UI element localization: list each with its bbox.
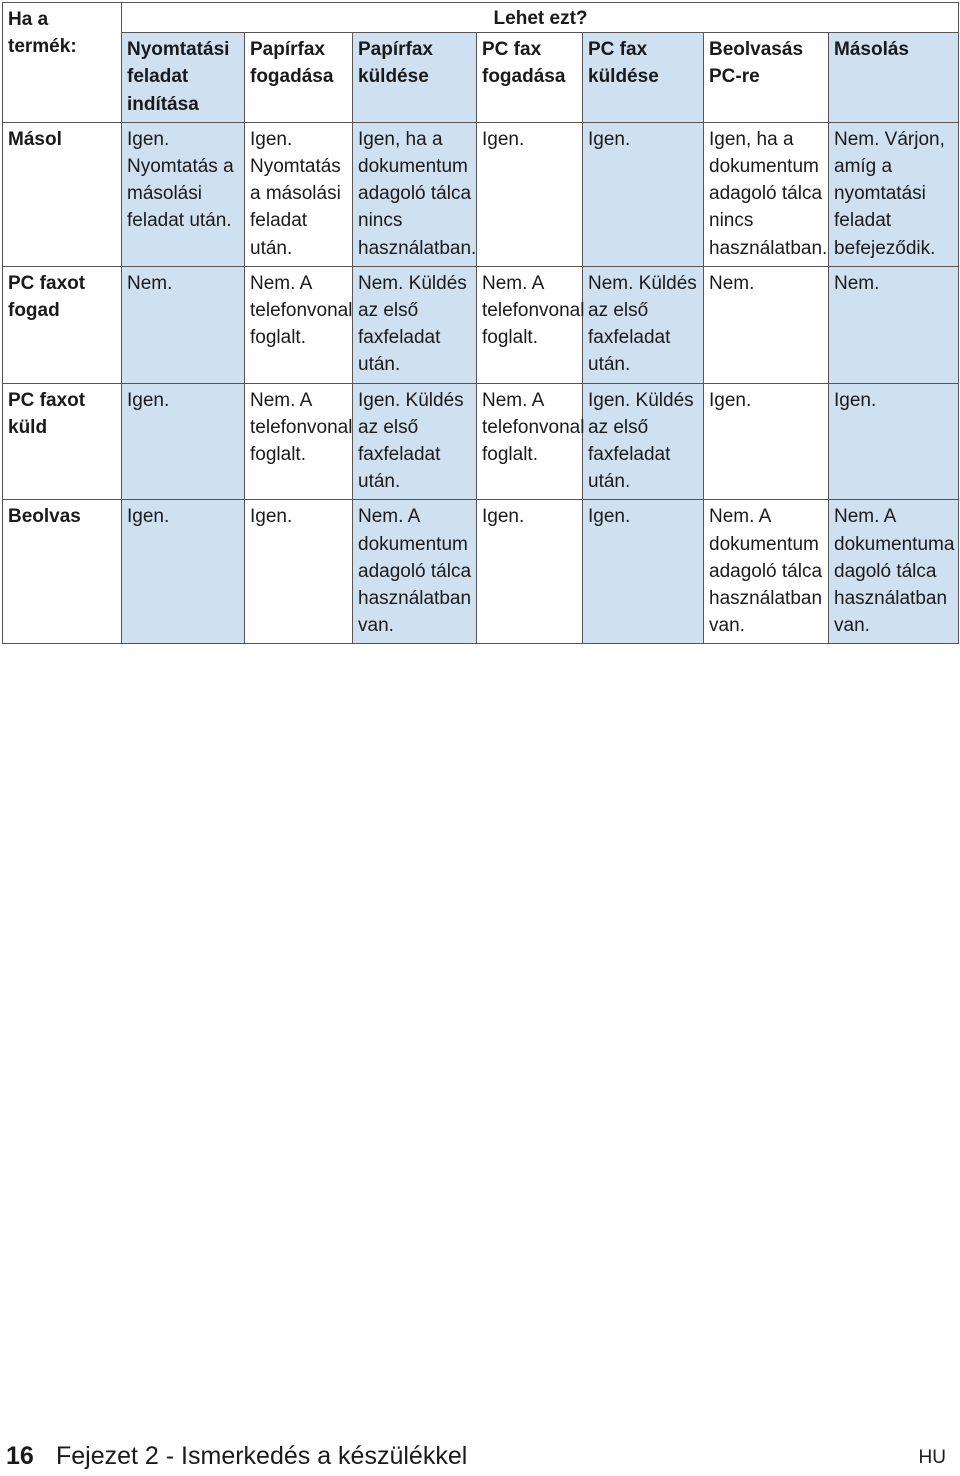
col-header-pc-fax-receive: PC fax fogadása <box>477 33 583 123</box>
page-number: 16 <box>6 1442 34 1470</box>
compatibility-table <box>2 2 959 644</box>
col-header-paper-fax-send: Papírfax küldése <box>353 33 477 123</box>
col-header-paper-fax-receive: Papírfax fogadása <box>245 33 353 123</box>
table-cell: Nem. A dokumentuma dagoló tálca használatban van. <box>829 500 959 644</box>
table-cell: Igen. <box>122 383 245 500</box>
table-cell: Nem. <box>122 266 245 383</box>
table-cell: Nem. A dokumentum adagoló tálca használatban van. <box>704 500 829 644</box>
super-header: Lehet ezt? <box>122 3 959 33</box>
table-row <box>3 122 959 266</box>
table-cell: Igen. <box>477 500 583 644</box>
table-cell: Nem. A telefonvonal foglalt. <box>245 266 353 383</box>
table-cell: Igen. Küldés az első faxfeladat után. <box>583 383 704 500</box>
col-header-pc-fax-send: PC fax küldése <box>583 33 704 123</box>
row-label: Másol <box>3 122 122 266</box>
table-cell: Nem. A telefonvonal foglalt. <box>477 383 583 500</box>
table-cell: Igen. <box>829 383 959 500</box>
row-label: PC faxot küld <box>3 383 122 500</box>
table-cell: Nem. Várjon, amíg a nyomtatási feladat befejeződik. <box>829 122 959 266</box>
super-header-row <box>3 3 959 33</box>
chapter-title: Fejezet 2 - Ismerkedés a készülékkel <box>56 1442 468 1470</box>
table-cell: Igen. <box>477 122 583 266</box>
language-code: HU <box>918 1447 946 1468</box>
col-header-scan: Beolvasás PC-re <box>704 33 829 123</box>
table-cell: Nem. A telefonvonal foglalt. <box>477 266 583 383</box>
table-row <box>3 266 959 383</box>
table-row <box>3 500 959 644</box>
table-row <box>3 383 959 500</box>
row-label: PC faxot fogad <box>3 266 122 383</box>
col-header-copy: Másolás <box>829 33 959 123</box>
table-cell: Nem. <box>829 266 959 383</box>
table-cell: Nem. Küldés az első faxfeladat után. <box>583 266 704 383</box>
table-cell: Igen. <box>583 122 704 266</box>
table-cell: Nem. A dokumentum adagoló tálca használatban van. <box>353 500 477 644</box>
table-cell: Igen. <box>583 500 704 644</box>
row-label: Beolvas <box>3 500 122 644</box>
table-cell: Igen. Nyomtatás a másolási feladat után. <box>122 122 245 266</box>
table-cell: Igen. <box>122 500 245 644</box>
corner-cell: Ha a termék: <box>3 3 122 123</box>
table-cell: Nem. <box>704 266 829 383</box>
column-header-row <box>3 33 959 123</box>
table-cell: Igen. Küldés az első faxfeladat után. <box>353 383 477 500</box>
page-footer <box>6 1442 946 1476</box>
table-cell: Igen, ha a dokumentum adagoló tálca nincs használatban. <box>353 122 477 266</box>
col-header-print: Nyomtatási feladat indítása <box>122 33 245 123</box>
table-cell: Igen. <box>704 383 829 500</box>
table-cell: Igen, ha a dokumentum adagoló tálca nincs használatban. <box>704 122 829 266</box>
table-cell: Igen. <box>245 500 353 644</box>
table-cell: Igen. Nyomtatás a másolási feladat után. <box>245 122 353 266</box>
table-cell: Nem. A telefonvonal foglalt. <box>245 383 353 500</box>
table-cell: Nem. Küldés az első faxfeladat után. <box>353 266 477 383</box>
